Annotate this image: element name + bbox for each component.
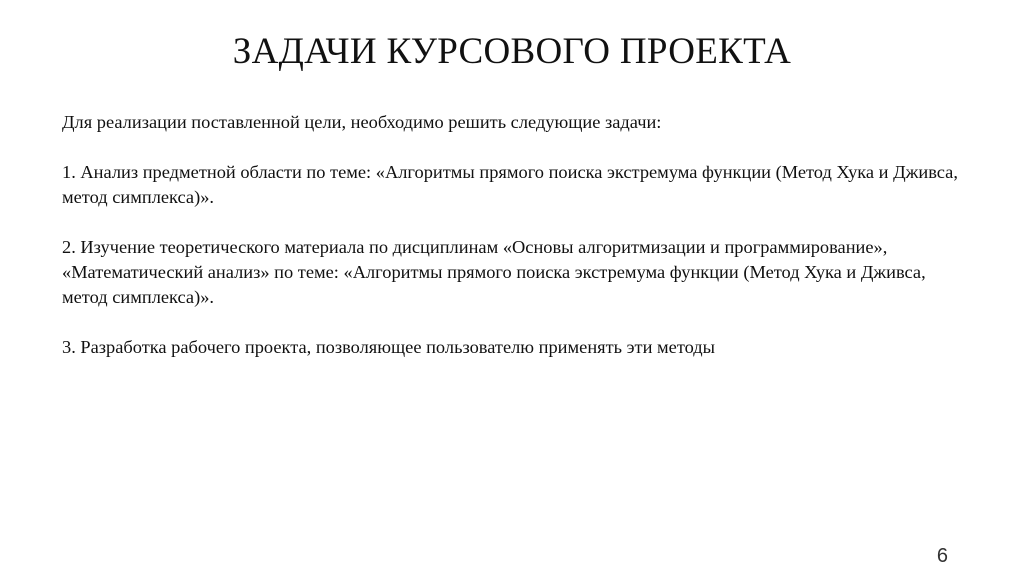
task-item-3: 3. Разработка рабочего проекта, позволяющее пользователю применять эти методы (62, 337, 715, 357)
slide-title: ЗАДАЧИ КУРСОВОГО ПРОЕКТА (232, 31, 792, 72)
spacer (62, 135, 972, 160)
task-item-2: 2. Изучение теоретического материала по дисциплинам «Основы алгоритмизации и программирование», «Математический анализ» по теме: «Алгоритмы прямого поиска экстремума функции (Метод Хука и Дживса, метод симплекса)». (62, 237, 926, 307)
spacer (62, 310, 972, 335)
task-item-1: 1. Анализ предметной области по теме: «Алгоритмы прямого поиска экстремума функции (Метод Хука и Дживса, метод симплекса)». (62, 162, 958, 207)
intro-text: Для реализации поставленной цели, необходимо решить следующие задачи: (62, 112, 662, 132)
page-number: 6 (936, 545, 948, 567)
slide-body (62, 110, 972, 360)
spacer (62, 210, 972, 235)
